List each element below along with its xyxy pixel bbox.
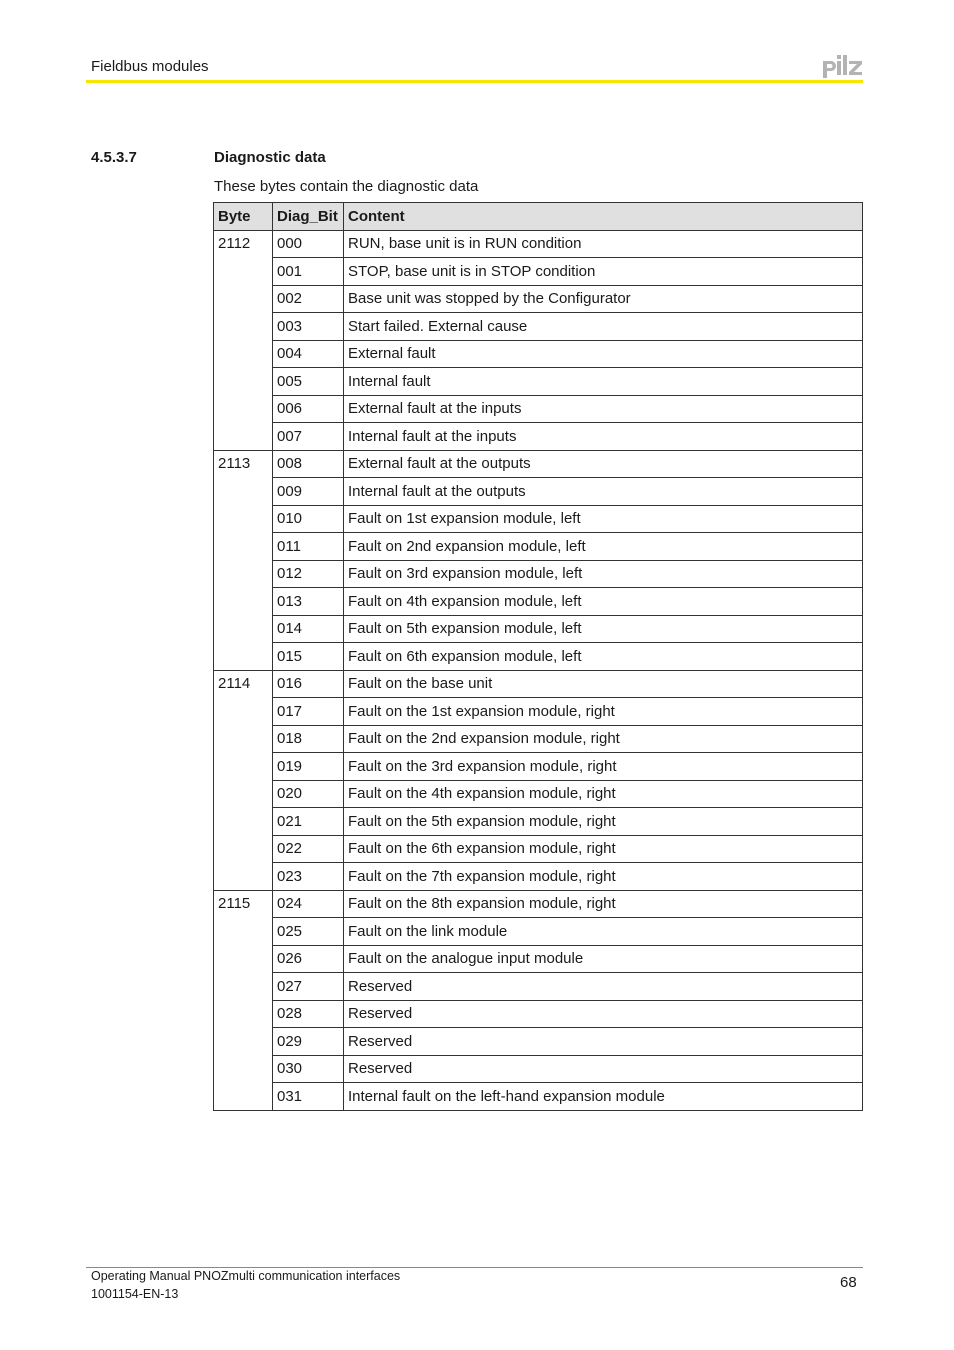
content-cell: External fault at the outputs	[344, 450, 863, 478]
table-row	[214, 945, 863, 973]
table-row	[214, 1083, 863, 1111]
table-row	[214, 340, 863, 368]
table-header-row	[214, 203, 863, 231]
content-cell: Fault on the 2nd expansion module, right	[344, 725, 863, 753]
diag-bit-cell: 020	[273, 780, 344, 808]
content-cell: Fault on 6th expansion module, left	[344, 643, 863, 671]
table-row	[214, 533, 863, 561]
table-row	[214, 505, 863, 533]
content-cell: Fault on the 3rd expansion module, right	[344, 753, 863, 781]
table-row	[214, 753, 863, 781]
section-intro: These bytes contain the diagnostic data	[214, 178, 479, 195]
content-cell: RUN, base unit is in RUN condition	[344, 230, 863, 258]
footer-document-number: 1001154-EN-13	[91, 1287, 179, 1301]
content-cell: Base unit was stopped by the Configurator	[344, 285, 863, 313]
table-row	[214, 780, 863, 808]
table-row	[214, 368, 863, 396]
table-row	[214, 258, 863, 286]
diag-bit-cell: 004	[273, 340, 344, 368]
table-row	[214, 588, 863, 616]
diag-bit-cell: 008	[273, 450, 344, 478]
content-cell: Start failed. External cause	[344, 313, 863, 341]
diag-bit-cell: 013	[273, 588, 344, 616]
diag-bit-cell: 007	[273, 423, 344, 451]
column-header-byte: Byte	[214, 203, 273, 231]
content-cell: Internal fault	[344, 368, 863, 396]
table-body	[214, 230, 863, 1110]
footer-rule	[86, 1267, 863, 1268]
diag-bit-cell: 028	[273, 1000, 344, 1028]
table-row	[214, 808, 863, 836]
diag-bit-cell: 022	[273, 835, 344, 863]
table-row	[214, 1000, 863, 1028]
table-row	[214, 450, 863, 478]
diag-bit-cell: 021	[273, 808, 344, 836]
content-cell: Fault on 2nd expansion module, left	[344, 533, 863, 561]
table-row	[214, 863, 863, 891]
diag-bit-cell: 024	[273, 890, 344, 918]
table-row	[214, 615, 863, 643]
table-row	[214, 698, 863, 726]
table-row	[214, 1028, 863, 1056]
section-number: 4.5.3.7	[91, 149, 137, 166]
byte-cell: 2112	[214, 230, 273, 450]
diag-bit-cell: 014	[273, 615, 344, 643]
content-cell: Fault on the 8th expansion module, right	[344, 890, 863, 918]
table-row	[214, 643, 863, 671]
diag-bit-cell: 026	[273, 945, 344, 973]
content-cell: Reserved	[344, 973, 863, 1001]
content-cell: Fault on the 4th expansion module, right	[344, 780, 863, 808]
header-title: Fieldbus modules	[91, 58, 209, 75]
content-cell: External fault	[344, 340, 863, 368]
diag-bit-cell: 018	[273, 725, 344, 753]
table-row	[214, 973, 863, 1001]
content-cell: Internal fault on the left-hand expansion module	[344, 1083, 863, 1111]
content-cell: Fault on 3rd expansion module, left	[344, 560, 863, 588]
table-row	[214, 1055, 863, 1083]
content-cell: Fault on the 5th expansion module, right	[344, 808, 863, 836]
content-cell: Reserved	[344, 1000, 863, 1028]
table-row	[214, 560, 863, 588]
diag-bit-cell: 000	[273, 230, 344, 258]
byte-cell: 2114	[214, 670, 273, 890]
diag-bit-cell: 006	[273, 395, 344, 423]
byte-cell: 2113	[214, 450, 273, 670]
diagnostic-data-table	[213, 202, 863, 1111]
pilz-logo	[822, 53, 864, 81]
diag-bit-cell: 031	[273, 1083, 344, 1111]
table-row	[214, 918, 863, 946]
column-header-content: Content	[344, 203, 863, 231]
diag-bit-cell: 010	[273, 505, 344, 533]
diag-bit-cell: 009	[273, 478, 344, 506]
table-row	[214, 725, 863, 753]
diag-bit-cell: 015	[273, 643, 344, 671]
column-header-diag-bit: Diag_Bit	[273, 203, 344, 231]
diag-bit-cell: 019	[273, 753, 344, 781]
content-cell: Fault on the link module	[344, 918, 863, 946]
content-cell: Fault on 1st expansion module, left	[344, 505, 863, 533]
diag-bit-cell: 017	[273, 698, 344, 726]
diag-bit-cell: 003	[273, 313, 344, 341]
content-cell: Fault on the 6th expansion module, right	[344, 835, 863, 863]
content-cell: Fault on 5th expansion module, left	[344, 615, 863, 643]
diag-bit-cell: 027	[273, 973, 344, 1001]
content-cell: Reserved	[344, 1055, 863, 1083]
header-rule	[86, 80, 863, 83]
table-row	[214, 313, 863, 341]
page-number: 68	[840, 1274, 857, 1291]
table-row	[214, 230, 863, 258]
table-row	[214, 285, 863, 313]
diag-bit-cell: 012	[273, 560, 344, 588]
footer-manual-title: Operating Manual PNOZmulti communication interfaces	[91, 1269, 401, 1283]
content-cell: Internal fault at the outputs	[344, 478, 863, 506]
diag-bit-cell: 029	[273, 1028, 344, 1056]
diag-bit-cell: 025	[273, 918, 344, 946]
diag-bit-cell: 005	[273, 368, 344, 396]
content-cell: External fault at the inputs	[344, 395, 863, 423]
table-header	[214, 203, 863, 231]
diag-bit-cell: 016	[273, 670, 344, 698]
byte-cell: 2115	[214, 890, 273, 1110]
diag-bit-cell: 023	[273, 863, 344, 891]
content-cell: STOP, base unit is in STOP condition	[344, 258, 863, 286]
content-cell: Internal fault at the inputs	[344, 423, 863, 451]
table-row	[214, 478, 863, 506]
table-row	[214, 890, 863, 918]
diag-bit-cell: 001	[273, 258, 344, 286]
diag-bit-cell: 030	[273, 1055, 344, 1083]
content-cell: Fault on the 7th expansion module, right	[344, 863, 863, 891]
content-cell: Fault on 4th expansion module, left	[344, 588, 863, 616]
table-row	[214, 835, 863, 863]
section-title: Diagnostic data	[214, 149, 326, 166]
content-cell: Reserved	[344, 1028, 863, 1056]
table-row	[214, 670, 863, 698]
content-cell: Fault on the 1st expansion module, right	[344, 698, 863, 726]
table-row	[214, 423, 863, 451]
diag-bit-cell: 002	[273, 285, 344, 313]
diag-bit-cell: 011	[273, 533, 344, 561]
content-cell: Fault on the analogue input module	[344, 945, 863, 973]
content-cell: Fault on the base unit	[344, 670, 863, 698]
table-row	[214, 395, 863, 423]
